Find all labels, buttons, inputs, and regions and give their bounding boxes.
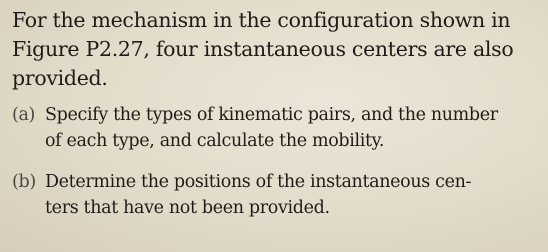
problem-statement-line: provided.: [12, 66, 108, 90]
part-b: [12, 169, 540, 221]
part-a-line: of each type, and calculate the mobility.: [45, 131, 385, 151]
part-b-marker: (b): [12, 172, 36, 192]
part-a-line: Specify the types of kinematic pairs, and the number: [45, 105, 498, 125]
part-b-text: [45, 169, 540, 221]
part-a-marker: (a): [12, 105, 36, 125]
part-b-line: ters that have not been provided.: [45, 198, 330, 218]
part-a-text: [45, 102, 540, 154]
problem-statement-line: Figure P2.27, four instantaneous centers are also: [12, 37, 514, 61]
part-b-line: Determine the positions of the instantaneous cen-: [45, 172, 472, 192]
problem-statement-line: For the mechanism in the configuration shown in: [12, 8, 511, 32]
part-a: [12, 102, 540, 154]
problem-statement: [12, 6, 540, 93]
